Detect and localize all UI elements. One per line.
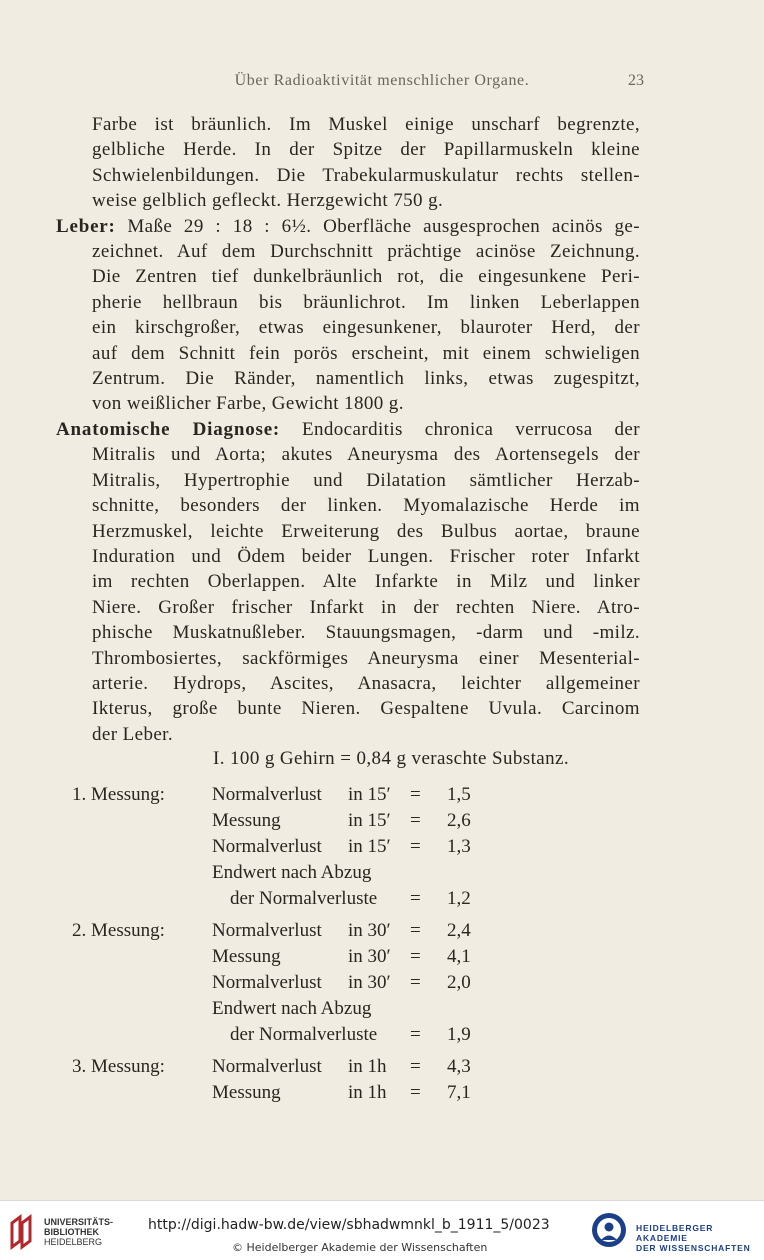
measurement-value: 1,9 [447,1024,471,1045]
measurement-desc: Messung [212,810,281,831]
measurement-label: 2. Messung: [72,920,165,941]
page-number: 23 [628,72,644,89]
equals-sign: = [410,1082,421,1103]
measurement-desc: Normalverlust [212,836,322,857]
paragraph-liver [56,214,640,417]
text-line: Niere. Großer frischer Infarkt in der rechten Niere. Atro- [92,596,640,618]
text-line: von weißlicher Farbe, Gewicht 1800 g. [92,393,404,415]
text-line: Schwielenbildungen. Die Trabekularmuskulatur rechts stellen- [92,164,640,186]
measurement-value: 4,3 [447,1056,471,1077]
text-line: Mitralis, Hypertrophie und Dilatation sämtlicher Herzab- [92,469,640,491]
measurement-row [0,862,764,888]
text-line-rest: Endocarditis chronica verrucosa der [280,418,640,440]
text-line: arterie. Hydrops, Ascites, Anasacra, leichter allgemeiner [92,672,640,694]
section-heading-diagnosis: Anatomische Diagnose: [56,418,281,440]
text-line: weise gelblich gefleckt. Herzgewicht 750 g. [92,190,444,212]
measurement-row [0,836,764,862]
measurement-desc: Endwert nach Abzug [212,998,372,1019]
text-line: pherie hellbraun bis bräunlichrot. Im linken Leberlappen [92,291,640,313]
measurement-value: 2,6 [447,810,471,831]
permalink-url[interactable]: http://digi.hadw-bw.de/view/sbhadwmnkl_b_1911_5/0023 [148,1217,550,1233]
text-line: zeichnet. Auf dem Durchschnitt prächtige acinöse Zeichnung. [92,241,640,263]
university-library-logo-icon[interactable] [8,1213,40,1251]
text-line-rest: Maße 29 : 18 : 6½. Oberfläche ausgesprochen acinös ge- [115,215,640,237]
copyright-text: © Heidelberger Akademie der Wissenschaften [232,1241,488,1254]
equals-sign: = [410,888,421,909]
measurement-desc: der Normalverluste [230,1024,378,1045]
measurement-desc: Normalverlust [212,972,322,993]
measurement-label: 3. Messung: [72,1056,165,1077]
measurement-time: in 1h [348,1056,387,1077]
measurement-value: 1,5 [447,784,471,805]
measurement-row [0,920,764,946]
equals-sign: = [410,1024,421,1045]
text-line: ein kirschgroßer, etwas eingesunkener, blauroter Herd, der [92,317,640,339]
measurement-row [0,998,764,1024]
text-line: im rechten Oberlappen. Alte Infarkte in Milz und linker [92,571,640,593]
measurement-desc: Messung [212,1082,281,1103]
measurement-value: 2,0 [447,972,471,993]
equals-sign: = [410,920,421,941]
equals-sign: = [410,784,421,805]
running-head-title: Über Radioaktivität menschlicher Organe. [234,72,530,89]
text-line: auf dem Schnitt fein porös erscheint, mit einem schwieligen [92,342,640,364]
measurement-row [0,1082,764,1108]
uni-name-line: UNIVERSITÄTS- [44,1217,114,1227]
measurement-label: 1. Messung: [72,784,165,805]
measurement-value: 7,1 [447,1082,471,1103]
text-line: Herzmuskel, leichte Erweiterung des Bulbus aortae, braune [92,520,640,542]
academy-name-line: DER WISSENSCHAFTEN [636,1243,751,1253]
measurement-value: 4,1 [447,946,471,967]
body-text [56,112,640,747]
equals-sign: = [410,1056,421,1077]
text-line: Thrombosiertes, sackförmiges Aneurysma einer Mesenterial- [92,647,640,669]
text-line: Induration und Ödem beider Lungen. Frischer roter Infarkt [92,545,640,567]
measurement-time: in 30′ [348,920,391,941]
measurement-row [0,1024,764,1050]
measurement-desc: Messung [212,946,281,967]
measurement-time: in 15′ [348,836,391,857]
footer-bar [0,1200,764,1260]
measurement-value: 1,3 [447,836,471,857]
measurement-row [0,810,764,836]
measurement-row [0,1056,764,1082]
text-line: Mitralis und Aorta; akutes Aneurysma des Aortensegels der [92,444,640,466]
formula-line: I. 100 g Gehirn = 0,84 g veraschte Substanz. [213,748,569,769]
measurement-row [0,784,764,810]
measurement-time: in 1h [348,1082,387,1103]
university-library-name[interactable] [44,1217,113,1247]
text-line: Ikterus, große bunte Nieren. Gespaltene Uvula. Carcinom [92,698,640,720]
equals-sign: = [410,946,421,967]
text-line: Die Zentren tief dunkelbräunlich rot, die eingesunkene Peri- [92,266,640,288]
section-heading-liver: Leber: [56,215,116,237]
text-line: Zentrum. Die Ränder, namentlich links, etwas zugespitzt, [92,368,640,390]
measurement-row [0,946,764,972]
measurement-desc: Normalverlust [212,1056,322,1077]
measurement-desc: Endwert nach Abzug [212,862,372,883]
academy-name-line: HEIDELBERGER AKADEMIE [636,1223,714,1243]
equals-sign: = [410,836,421,857]
text-line-first [56,214,640,239]
text-line: phische Muskatnußleber. Stauungsmagen, -darm und -milz. [92,622,640,644]
text-line: der Leber. [92,723,174,745]
academy-seal-icon[interactable] [590,1211,628,1249]
measurement-time: in 30′ [348,972,391,993]
uni-city: HEIDELBERG [44,1237,103,1247]
measurement-time: in 15′ [348,810,391,831]
running-head [0,72,764,96]
measurement-value: 2,4 [447,920,471,941]
text-line-first [56,417,640,442]
text-line: Farbe ist bräunlich. Im Muskel einige unscharf begrenzte, [92,114,640,135]
measurement-desc: Normalverlust [212,784,322,805]
equals-sign: = [410,810,421,831]
uni-name-line: BIBLIOTHEK [44,1227,99,1237]
text-line: gelbliche Herde. In der Spitze der Papillarmuskeln kleine [92,139,640,161]
measurement-row [0,888,764,914]
equals-sign: = [410,972,421,993]
measurement-row [0,972,764,998]
text-line: schnitte, besonders der linken. Myomalazische Herde im [92,495,640,517]
paragraph-diagnosis [56,417,640,747]
measurement-time: in 15′ [348,784,391,805]
measurement-value: 1,2 [447,888,471,909]
measurement-desc: der Normalverluste [230,888,378,909]
paragraph-heart [92,112,640,214]
academy-name[interactable] [636,1223,764,1253]
measurement-desc: Normalverlust [212,920,322,941]
measurement-time: in 30′ [348,946,391,967]
